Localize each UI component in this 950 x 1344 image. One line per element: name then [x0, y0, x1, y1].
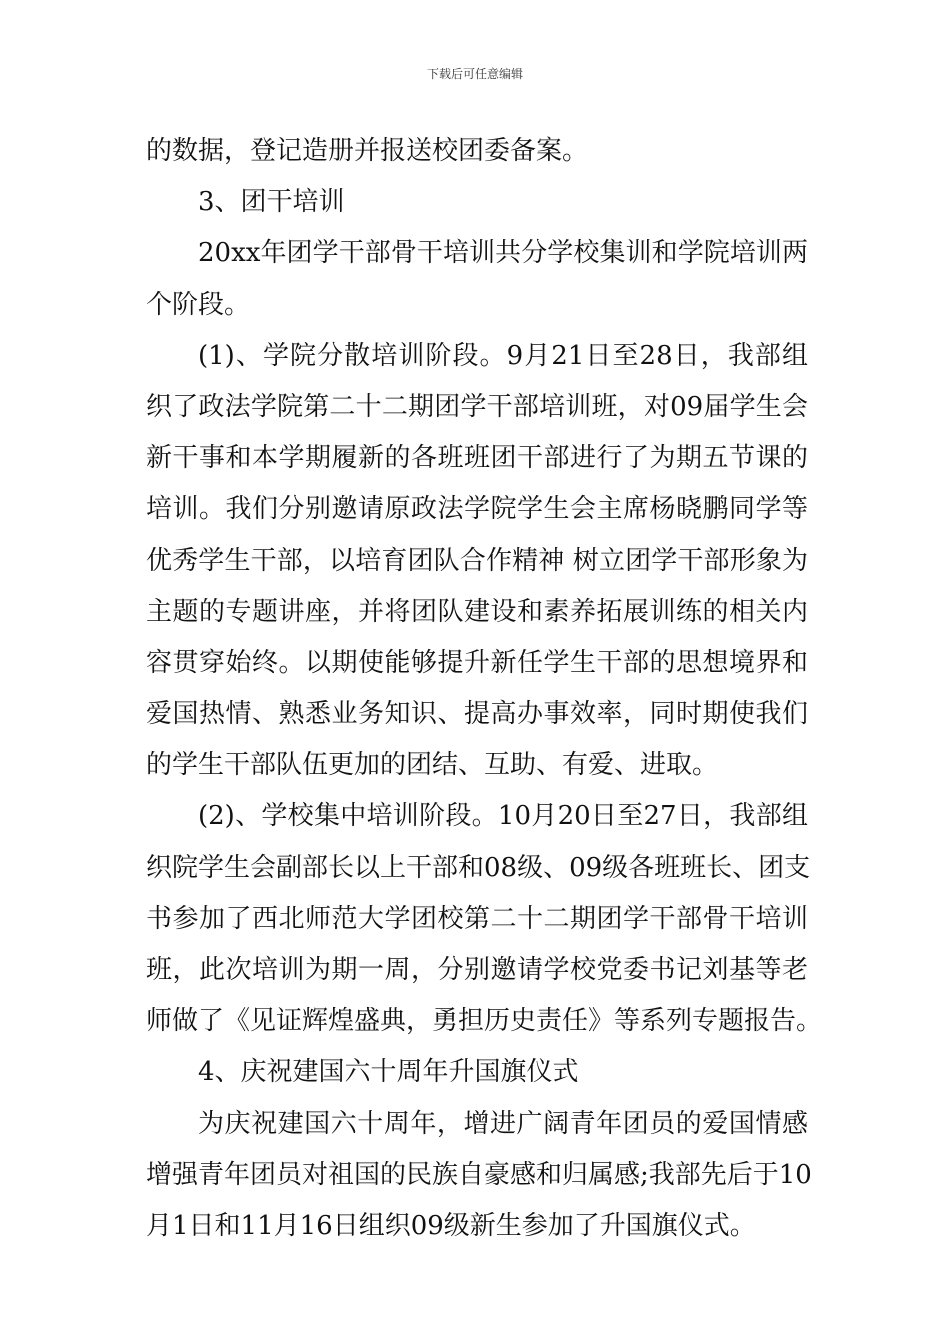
text-line: 新干事和本学期履新的各班班团干部进行了为期五节课的: [146, 443, 808, 474]
text-line: 的数据，登记造册并报送校团委备案。: [146, 136, 589, 166]
text-line: 师做了《见证辉煌盛典，勇担历史责任》等系列专题报告。: [146, 1006, 823, 1037]
text-line: 爱国热情、熟悉业务知识、提高办事效率，同时期使我们: [146, 699, 808, 730]
text-line: (2)、学校集中培训阶段。10月20日至27日，我部组: [198, 801, 808, 832]
text-line: 班，此次培训为期一周，分别邀请学校党委书记刘基等老: [146, 955, 808, 985]
text-line: 培训。我们分别邀请原政法学院学生会主席杨晓鹏同学等: [146, 494, 808, 525]
text-line: 书参加了西北师范大学团校第二十二期团学干部骨干培训: [146, 903, 808, 934]
text-line: 20xx年团学干部骨干培训共分学校集训和学院培训两: [198, 238, 808, 269]
text-line: 容贯穿始终。以期使能够提升新任学生干部的思想境界和: [146, 647, 808, 678]
text-line: 的学生干部队伍更加的团结、互助、有爱、进取。: [146, 750, 719, 781]
text-line: 增强青年团员对祖国的民族自豪感和归属感;我部先后于10: [146, 1159, 812, 1190]
text-line: 4、庆祝建国六十周年升国旗仪式: [198, 1057, 579, 1088]
text-line: 优秀学生干部，以培育团队合作精神 树立团学干部形象为: [146, 545, 808, 576]
text-line: 主题的专题讲座，并将团队建设和素养拓展训练的相关内: [146, 596, 808, 627]
document-body: [146, 126, 823, 1252]
text-line: 织了政法学院第二十二期团学干部培训班，对09届学生会: [146, 391, 808, 422]
text-line: 个阶段。: [146, 289, 251, 320]
text-line: 月1日和11月16日组织09级新生参加了升国旗仪式。: [146, 1210, 756, 1241]
page-header: 下载后可任意编辑: [426, 67, 523, 81]
text-line: (1)、学院分散培训阶段。9月21日至28日，我部组: [198, 340, 808, 371]
text-line: 织院学生会副部长以上干部和08级、09级各班班长、团支: [146, 852, 811, 883]
text-line: 为庆祝建国六十周年，增进广阔青年团员的爱国情感: [198, 1108, 808, 1139]
text-line: 3、团干培训: [198, 187, 345, 218]
